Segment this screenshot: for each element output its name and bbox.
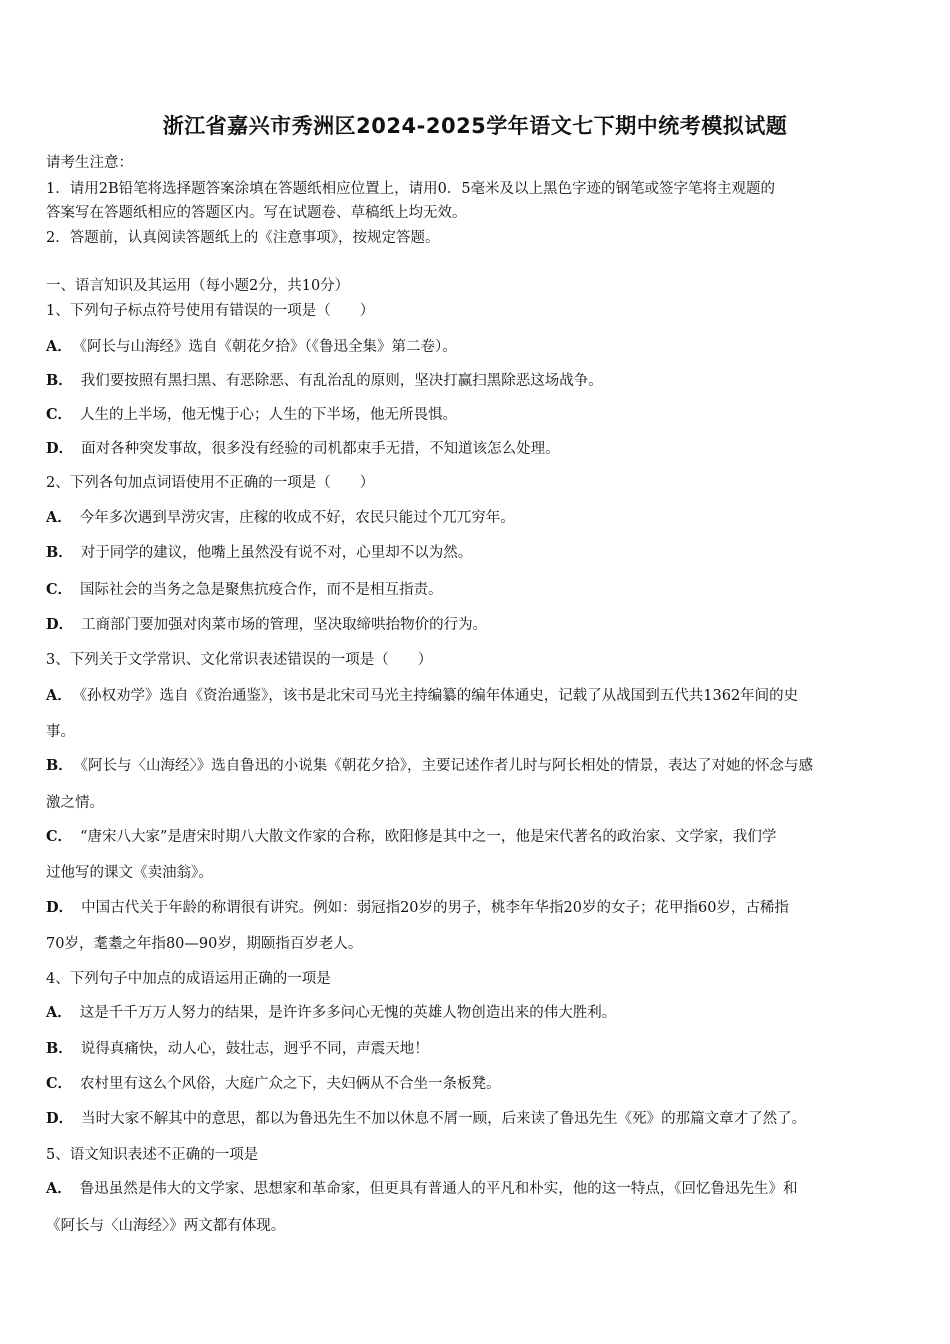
notice-item: 答案写在答题纸相应的答题区内。写在试题卷、草稿纸上均无效。	[46, 205, 467, 221]
option-letter: A．	[46, 1180, 72, 1197]
option-letter: A．	[46, 1004, 72, 1021]
section-heading: 一、语言知识及其运用（每小题2分，共10分）	[46, 278, 350, 294]
option-letter: A．	[46, 509, 72, 526]
option-text: 工商部门要加强对肉菜市场的管理，坚决取缔哄抬物价的行为。	[81, 617, 488, 633]
option-text: 人生的上半场，他无愧于心；人生的下半场，他无所畏惧。	[80, 407, 458, 423]
option-row	[46, 368, 908, 394]
option-row	[46, 1106, 908, 1132]
option-letter: D．	[46, 1110, 74, 1127]
page-title: 浙江省嘉兴市秀洲区2024-2025学年语文七下期中统考模拟试题	[162, 114, 788, 138]
question-stem: 1、下列句子标点符号使用有错误的一项是（ ）	[46, 303, 375, 319]
option-row	[46, 436, 908, 462]
option-row	[46, 612, 908, 638]
option-text: 农村里有这么个风俗，大庭广众之下，夫妇俩从不合坐一条板凳。	[80, 1076, 501, 1092]
option-continuation: 《阿长与〈山海经〉》两文都有体现。	[46, 1218, 286, 1234]
option-letter: D．	[46, 440, 74, 457]
option-text: 《阿长与山海经》选自《朝花夕拾》（《鲁迅全集》第二卷）。	[79, 339, 457, 355]
option-text: 当时大家不解其中的意思，都以为鲁迅先生不加以休息不屑一顾，后来读了鲁迅先生《死》的那篇文章才了然了。	[81, 1111, 807, 1127]
option-text: 今年多次遇到旱涝灾害，庄稼的收成不好，农民只能过个兀兀穷年。	[79, 510, 515, 526]
option-text: 国际社会的当务之急是聚焦抗疫合作，而不是相互指责。	[80, 582, 443, 598]
notice-item: 1．请用2B铅笔将选择题答案涂填在答题纸相应位置上，请用0．5毫米及以上黑色字迹的钢笔或签字笔将主观题的	[46, 181, 776, 197]
option-letter: C．	[46, 828, 73, 845]
option-row	[46, 540, 908, 566]
option-text: 《阿长与〈山海经〉》选自鲁迅的小说集《朝花夕拾》，主要记述作者儿时与阿长相处的情景，表达了对她的怀念与感	[80, 758, 814, 774]
option-letter: D．	[46, 899, 74, 916]
option-continuation: 过他写的课文《卖油翁》。	[46, 865, 213, 881]
option-row	[46, 895, 908, 921]
option-row	[46, 1000, 908, 1026]
option-letter: C．	[46, 1075, 73, 1092]
option-text: 面对各种突发事故，很多没有经验的司机都束手无措，不知道该怎么处理。	[81, 441, 560, 457]
notice-heading: 请考生注意：	[46, 155, 133, 171]
option-row	[46, 402, 908, 428]
option-row	[46, 753, 908, 779]
option-row	[46, 1176, 908, 1202]
question-stem: 5、语文知识表述不正确的一项是	[46, 1147, 259, 1163]
option-letter: D．	[46, 616, 74, 633]
option-row	[46, 683, 908, 709]
question-stem: 4、下列句子中加点的成语运用正确的一项是	[46, 971, 331, 987]
option-text: 说得真痛快，动人心，鼓壮志，迥乎不同，声震天地！	[80, 1041, 429, 1057]
option-letter: C．	[46, 406, 73, 423]
option-row	[46, 577, 908, 603]
option-text: “唐宋八大家”是唐宋时期八大散文作家的合称，欧阳修是其中之一，他是宋代著名的政治家、文学家，我们学	[80, 829, 777, 845]
option-row	[46, 505, 908, 531]
option-text: 《孙权劝学》选自《资治通鉴》，该书是北宋司马光主持编纂的编年体通史，记载了从战国到五代共1362年间的史	[79, 688, 799, 704]
option-letter: B．	[46, 1040, 73, 1057]
option-text: 我们要按照有黑扫黑、有恶除恶、有乱治乱的原则，坚决打赢扫黑除恶这场战争。	[80, 373, 603, 389]
option-letter: A．	[46, 338, 72, 355]
option-row	[46, 1036, 908, 1062]
option-text: 对于同学的建议，他嘴上虽然没有说不对，心里却不以为然。	[80, 545, 473, 561]
option-continuation: 事。	[46, 724, 75, 740]
option-letter: A．	[46, 687, 72, 704]
option-continuation: 70岁，耄耋之年指80—90岁，期颐指百岁老人。	[46, 936, 363, 952]
option-continuation: 激之情。	[46, 795, 104, 811]
option-text: 鲁迅虽然是伟大的文学家、思想家和革命家，但更具有普通人的平凡和朴实，他的这一特点，《回忆鲁迅先生》和	[79, 1181, 798, 1197]
option-row	[46, 334, 908, 360]
option-text: 这是千千万万人努力的结果，是许许多多问心无愧的英雄人物创造出来的伟大胜利。	[79, 1005, 617, 1021]
option-letter: B．	[46, 544, 73, 561]
option-letter: C．	[46, 581, 73, 598]
option-letter: B．	[46, 757, 73, 774]
question-stem: 2、下列各句加点词语使用不正确的一项是（ ）	[46, 475, 375, 491]
option-row	[46, 824, 908, 850]
option-row	[46, 1071, 908, 1097]
option-text: 中国古代关于年龄的称谓很有讲究。例如：弱冠指20岁的男子，桃李年华指20岁的女子；花甲指60岁，古稀指	[81, 900, 789, 916]
notice-item: 2．答题前，认真阅读答题纸上的《注意事项》，按规定答题。	[46, 230, 440, 246]
question-stem: 3、下列关于文学常识、文化常识表述错误的一项是（ ）	[46, 652, 433, 668]
option-letter: B．	[46, 372, 73, 389]
